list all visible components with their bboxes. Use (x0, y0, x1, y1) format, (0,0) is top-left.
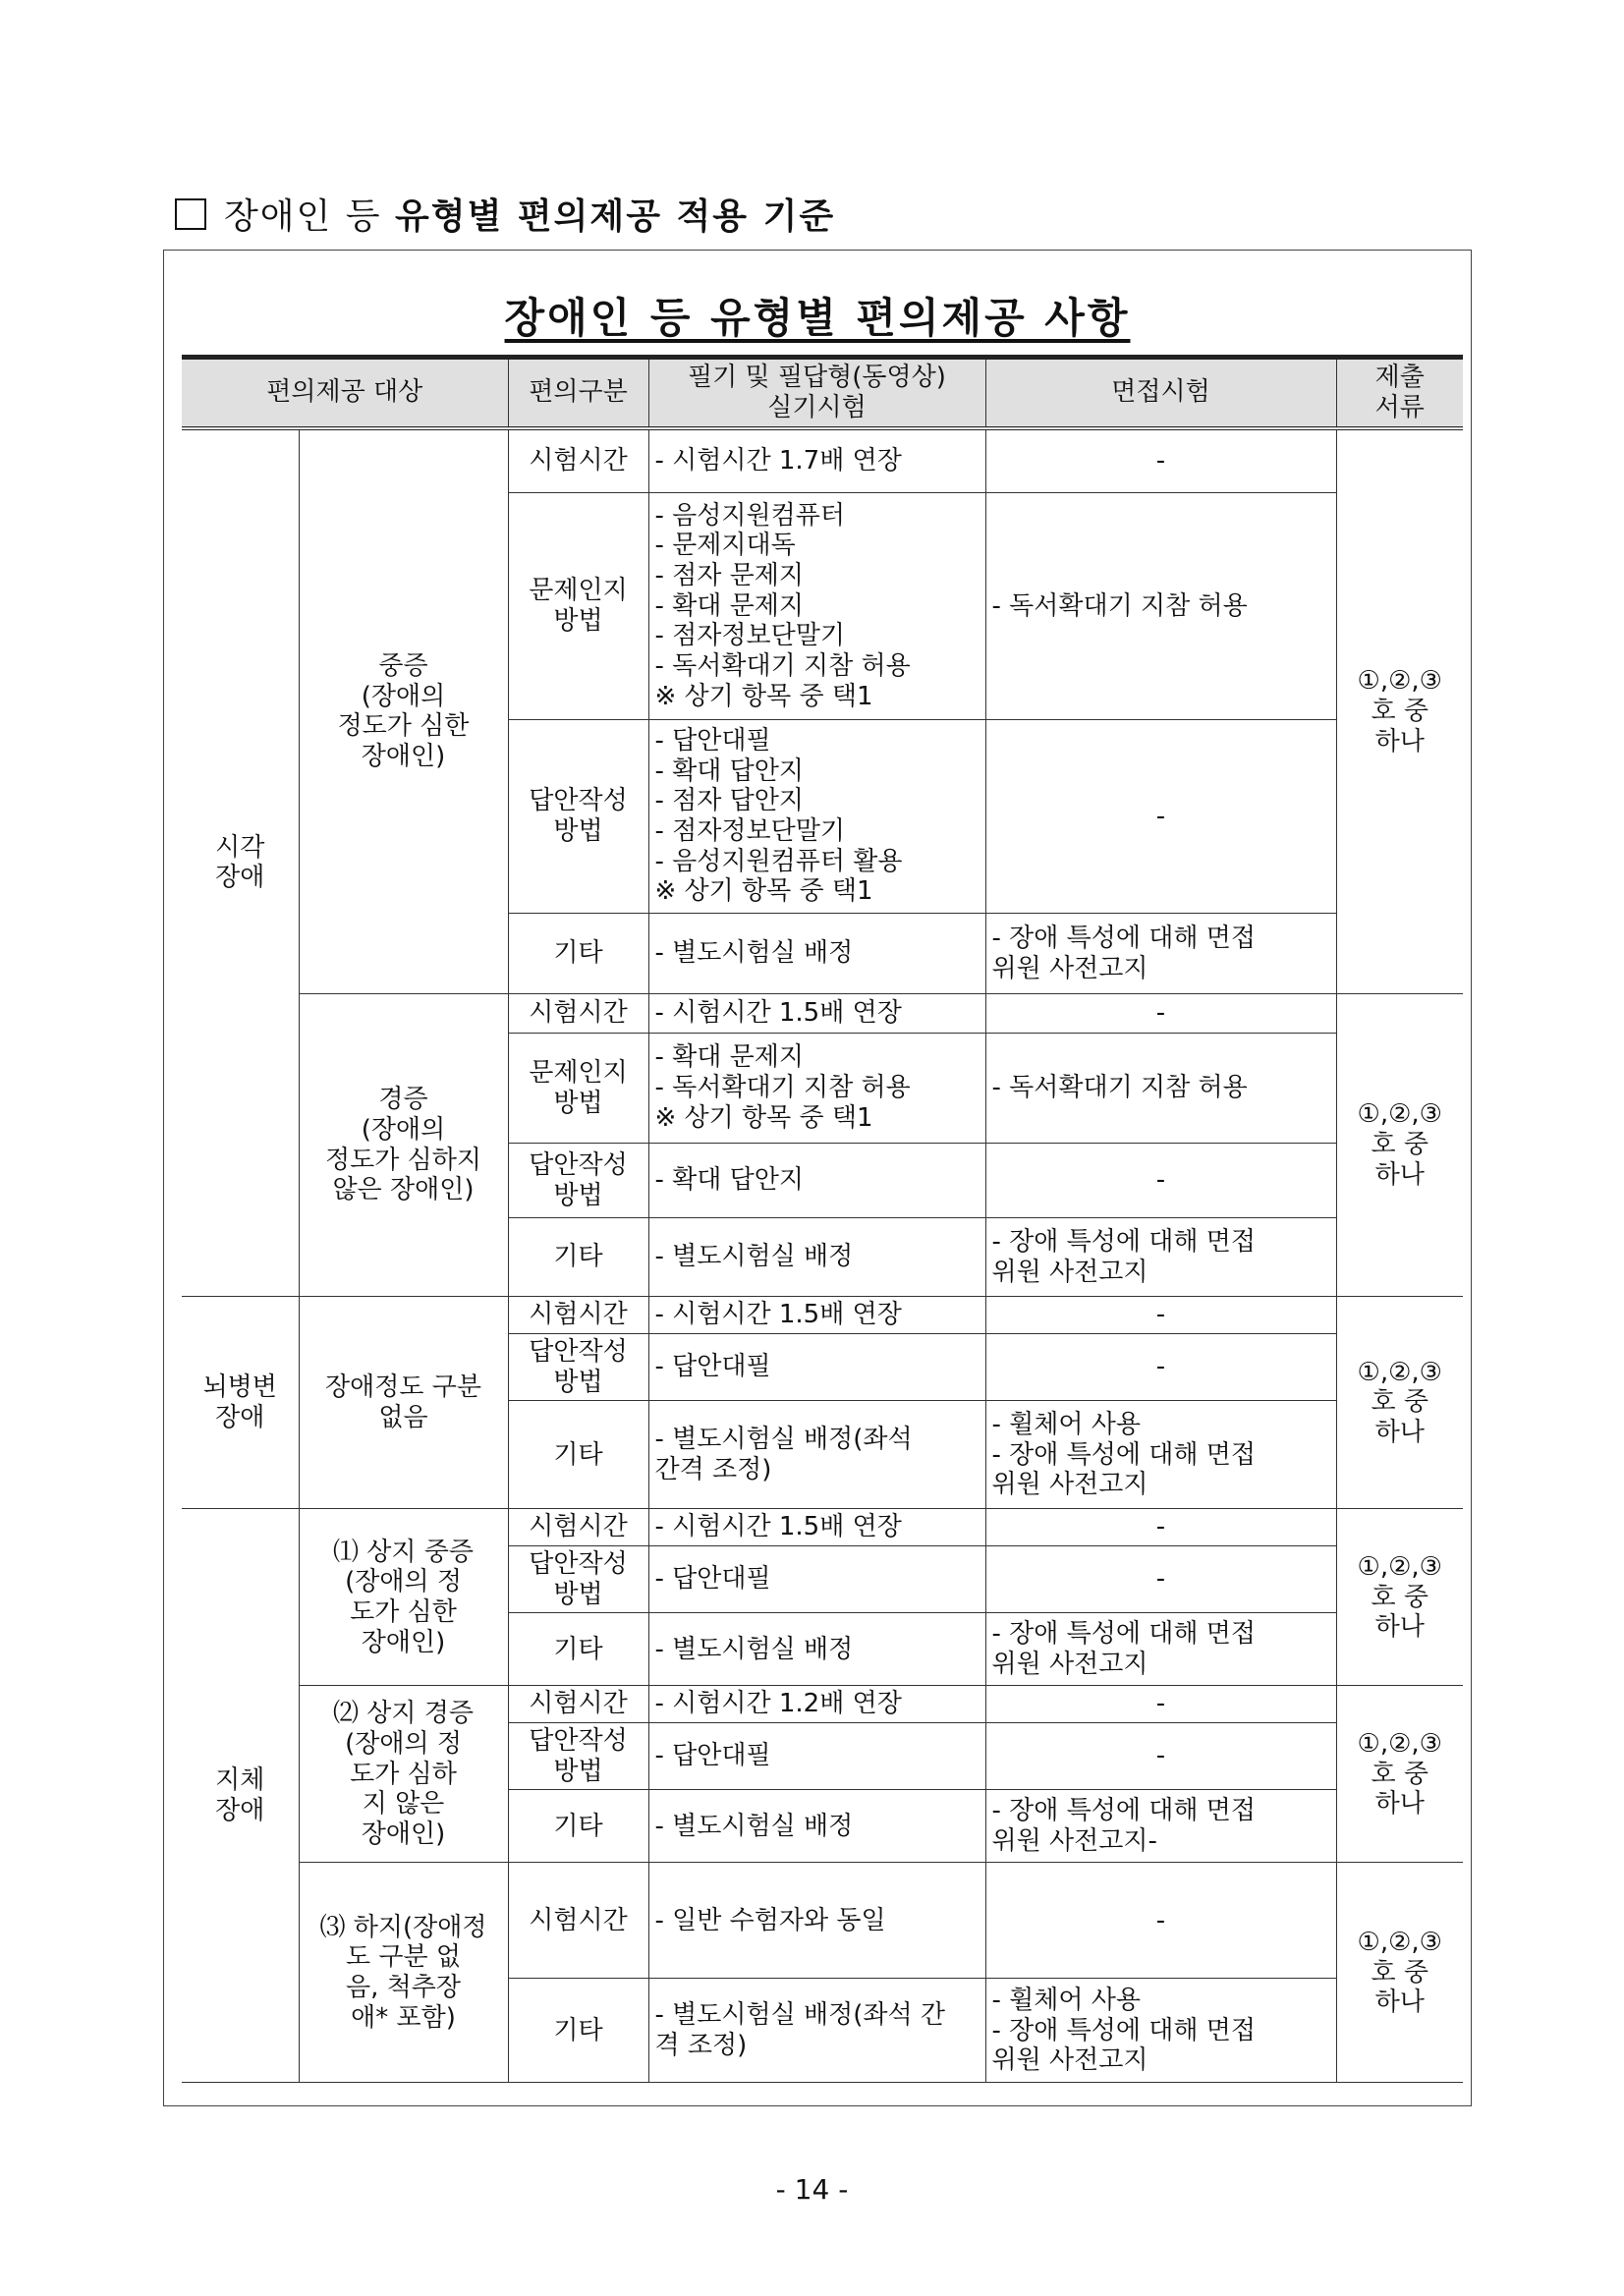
col-category: 편의구분 (508, 358, 648, 428)
row-interview: - 장애 특성에 대해 면접 위원 사전고지 (985, 1218, 1336, 1297)
row-interview: - (985, 428, 1336, 493)
row-written: - 시험시간 1.5배 연장 (648, 994, 985, 1034)
row-written: - 시험시간 1.5배 연장 (648, 1297, 985, 1334)
row-interview: - 휠체어 사용 - 장애 특성에 대해 면접 위원 사전고지 (985, 1401, 1336, 1509)
docs-cell: ①,②,③ 호 중 하나 (1336, 994, 1463, 1297)
row-written: - 시험시간 1.5배 연장 (648, 1509, 985, 1546)
col-docs: 제출 서류 (1336, 358, 1463, 428)
row-interview: - 독서확대기 지참 허용 (985, 493, 1336, 720)
col-written: 필기 및 필답형(동영상) 실기시험 (648, 358, 985, 428)
docs-cell: ①,②,③ 호 중 하나 (1336, 1863, 1463, 2083)
row-interview: - (985, 1297, 1336, 1334)
table-header-row (182, 358, 1463, 428)
row-written: - 별도시험실 배정 (648, 1613, 985, 1686)
row-category: 기타 (508, 1401, 648, 1509)
row-interview: - (985, 1723, 1336, 1790)
row-category: 답안작성 방법 (508, 1334, 648, 1401)
row-category: 기타 (508, 914, 648, 994)
page-number: - 14 - (775, 2173, 849, 2206)
row-category: 문제인지 방법 (508, 493, 648, 720)
row-written: - 확대 문제지 - 독서확대기 지참 허용 ※ 상기 항목 중 택1 (648, 1034, 985, 1144)
row-written: - 답안대필 - 확대 답안지 - 점자 답안지 - 점자정보단말기 - 음성지원컴퓨터 활용 ※ 상기 항목 중 택1 (648, 720, 985, 914)
row-category: 문제인지 방법 (508, 1034, 648, 1144)
row-category: 시험시간 (508, 1686, 648, 1723)
row-written: - 시험시간 1.7배 연장 (648, 428, 985, 493)
row-category: 답안작성 방법 (508, 1144, 648, 1218)
row-interview: - 독서확대기 지참 허용 (985, 1034, 1336, 1144)
docs-cell: ①,②,③ 호 중 하나 (1336, 428, 1463, 994)
row-interview: - 휠체어 사용 - 장애 특성에 대해 면접 위원 사전고지 (985, 1979, 1336, 2083)
col-target: 편의제공 대상 (182, 358, 508, 428)
row-interview: - (985, 1546, 1336, 1613)
row-interview: - (985, 720, 1336, 914)
row-category: 답안작성 방법 (508, 720, 648, 914)
row-written: - 별도시험실 배정 (648, 1218, 985, 1297)
row-category: 기타 (508, 1790, 648, 1863)
row-category: 답안작성 방법 (508, 1723, 648, 1790)
row-written: - 별도시험실 배정 (648, 1790, 985, 1863)
checkbox-square-icon (175, 198, 206, 230)
row-category: 시험시간 (508, 1297, 648, 1334)
sub-visual-mild: 경증 (장애의 정도가 심하지 않은 장애인) (299, 994, 508, 1297)
row-interview: - (985, 994, 1336, 1034)
heading-prefix: 장애인 등 (224, 196, 382, 237)
row-category: 기타 (508, 1613, 648, 1686)
row-interview: - (985, 1863, 1336, 1979)
docs-cell: ①,②,③ 호 중 하나 (1336, 1297, 1463, 1509)
row-interview: - (985, 1144, 1336, 1218)
row-interview: - (985, 1334, 1336, 1401)
accommodation-table (182, 355, 1463, 2083)
row-written: - 시험시간 1.2배 연장 (648, 1686, 985, 1723)
sub-physical-upper-mild: ⑵ 상지 경증 (장애의 정 도가 심하 지 않은 장애인) (299, 1686, 508, 1863)
row-written: - 답안대필 (648, 1334, 985, 1401)
table-row (182, 428, 1463, 493)
row-written: - 별도시험실 배정(좌석 간격 조정) (648, 1401, 985, 1509)
group-physical: 지체 장애 (182, 1509, 299, 2083)
row-interview: - 장애 특성에 대해 면접 위원 사전고지 (985, 1613, 1336, 1686)
row-written: - 답안대필 (648, 1723, 985, 1790)
sub-physical-lower: ⑶ 하지(장애정 도 구분 없 음, 척추장 애* 포함) (299, 1863, 508, 2083)
row-interview: - (985, 1509, 1336, 1546)
row-interview: - 장애 특성에 대해 면접 위원 사전고지 (985, 914, 1336, 994)
table-row (182, 1509, 1463, 1546)
col-interview: 면접시험 (985, 358, 1336, 428)
row-written: - 확대 답안지 (648, 1144, 985, 1218)
row-category: 시험시간 (508, 1509, 648, 1546)
row-written: - 음성지원컴퓨터 - 문제지대독 - 점자 문제지 - 확대 문제지 - 점자정보단말기 - 독서확대기 지참 허용 ※ 상기 항목 중 택1 (648, 493, 985, 720)
section-heading (175, 189, 835, 239)
row-category: 시험시간 (508, 428, 648, 493)
group-visual: 시각 장애 (182, 428, 299, 1297)
table-title: 장애인 등 유형별 편의제공 사항 (504, 294, 1131, 342)
row-written: - 별도시험실 배정 (648, 914, 985, 994)
sub-visual-severe: 중증 (장애의 정도가 심한 장애인) (299, 428, 508, 994)
row-category: 답안작성 방법 (508, 1546, 648, 1613)
group-brain: 뇌병변 장애 (182, 1297, 299, 1509)
table-frame (163, 250, 1472, 2106)
row-interview: - (985, 1686, 1336, 1723)
docs-cell: ①,②,③ 호 중 하나 (1336, 1509, 1463, 1686)
row-written: - 일반 수험자와 동일 (648, 1863, 985, 1979)
row-category: 시험시간 (508, 1863, 648, 1979)
row-written: - 답안대필 (648, 1546, 985, 1613)
row-category: 기타 (508, 1218, 648, 1297)
sub-physical-upper-severe: ⑴ 상지 중증 (장애의 정 도가 심한 장애인) (299, 1509, 508, 1686)
sub-brain: 장애정도 구분 없음 (299, 1297, 508, 1509)
heading-emphasis: 유형별 편의제공 적용 기준 (395, 196, 836, 237)
row-category: 시험시간 (508, 994, 648, 1034)
docs-cell: ①,②,③ 호 중 하나 (1336, 1686, 1463, 1863)
row-interview: - 장애 특성에 대해 면접 위원 사전고지- (985, 1790, 1336, 1863)
row-written: - 별도시험실 배정(좌석 간 격 조정) (648, 1979, 985, 2083)
table-row (182, 1863, 1463, 1979)
table-row (182, 994, 1463, 1034)
table-row (182, 1297, 1463, 1334)
table-row (182, 1686, 1463, 1723)
row-category: 기타 (508, 1979, 648, 2083)
